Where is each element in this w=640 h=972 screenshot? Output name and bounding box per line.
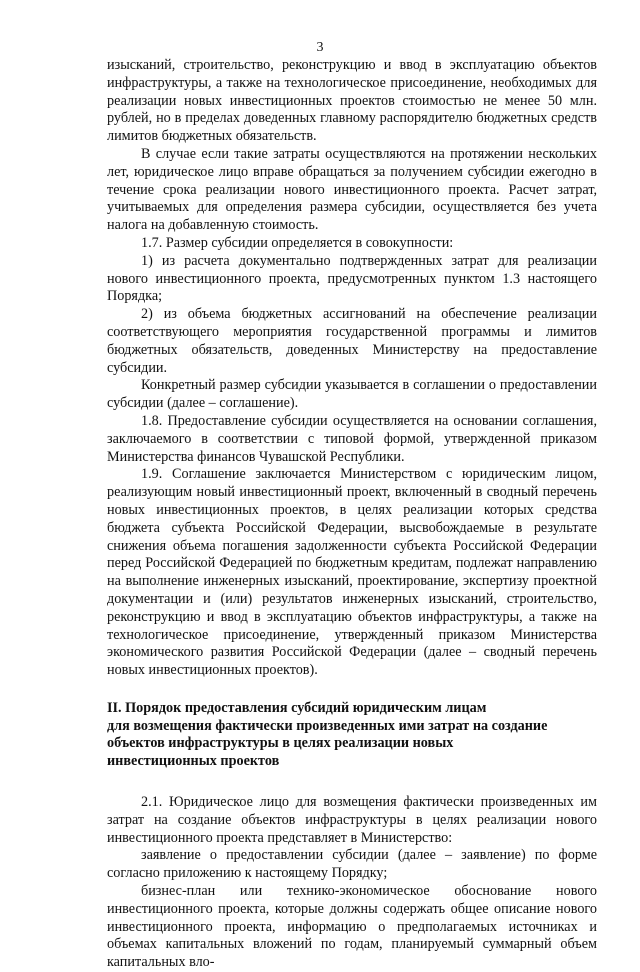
- paragraph: В случае если такие затраты осуществляются на протяжении нескольких лет, юридическое лицо вправе обращаться за получением субсидии ежегодно в течение срока реализации нового инвестиционного проекта. Расчет затрат, учитываемых для определения размера субсидии, осуществляется без учета налога на добавленную стоимость.: [107, 145, 597, 234]
- paragraph: 2) из объема бюджетных ассигнований на обеспечение реализации соответствующего мероприятия государственной программы и лимитов бюджетных обязательств, доведенных Министерству на предоставление субсидии.: [107, 306, 597, 376]
- section-title: [107, 700, 597, 771]
- paragraph: бизнес-план или технико-экономическое обоснование нового инвестиционного проекта, которые должны содержать общее описание нового инвестиционного проекта, информацию о предполагаемых источниках и объемах капитальных вложений по годам, планируемый суммарный объем капитальных вло-: [107, 883, 597, 971]
- section-title-line: II. Порядок предоставления субсидий юридическим лицам: [107, 699, 487, 716]
- paragraph: 2.1. Юридическое лицо для возмещения фактически произведенных им затрат на создание объектов инфраструктуры в целях реализации нового инвестиционного проекта представляет в Министерство:: [107, 794, 597, 846]
- spacer: [107, 680, 597, 700]
- paragraph: 1.7. Размер субсидии определяется в совокупности:: [141, 234, 454, 251]
- paragraph: заявление о предоставлении субсидии (далее – заявление) по форме согласно приложению к настоящему Порядку;: [107, 847, 597, 882]
- paragraph: Конкретный размер субсидии указывается в соглашении о предоставлении субсидии (далее – соглашение).: [107, 377, 597, 412]
- paragraph: 1.8. Предоставление субсидии осуществляется на основании соглашения, заключаемого в соответствии с типовой формой, утвержденной приказом Министерства финансов Чувашской Республики.: [107, 412, 597, 465]
- section-title-line: объектов инфраструктуры в целях реализации новых: [107, 735, 454, 752]
- spacer: [107, 771, 597, 794]
- section-title-line: для возмещения фактически произведенных ими затрат на создание: [107, 717, 548, 734]
- section-title-line: инвестиционных проектов: [107, 753, 280, 770]
- paragraph: 1.9. Соглашение заключается Министерством с юридическим лицом, реализующим новый инвестиционный проект, включенный в сводный перечень новых инвестиционных проектов, в целях реализации которых средства бюджета субъекта Российской Федерации, высвобождаемые в результате снижения объема погашения задолженности субъекта Российской Федерации перед Российской Федерацией по бюджетным кредитам, подлежат направлению на выполнение инженерных изысканий, проектирование, экспертизу проектной документации и (или) результатов инженерных изысканий, строительство, реконструкцию и ввод в эксплуатацию объектов инфраструктуры, а также на технологическое присоединение, утвержденный приказом Министерства экономического развития Российской Федерации (далее – сводный перечень новых инвестиционных проектов).: [107, 466, 597, 679]
- page-number: 3: [316, 40, 324, 55]
- paragraph: изысканий, строительство, реконструкцию и ввод в эксплуатацию объектов инфраструктуры, а также на технологическое присоединение, необходимых для реализации новых инвестиционных проектов стоимостью не менее 50 млн. рублей, но в пределах доведенных главному распорядителю бюджетных средств лимитов бюджетных обязательств.: [107, 57, 597, 145]
- document-body: [107, 57, 597, 972]
- paragraph: 1) из расчета документально подтвержденных затрат для реализации нового инвестиционного проекта, предусмотренных пунктом 1.3 настоящего Порядка;: [107, 252, 597, 305]
